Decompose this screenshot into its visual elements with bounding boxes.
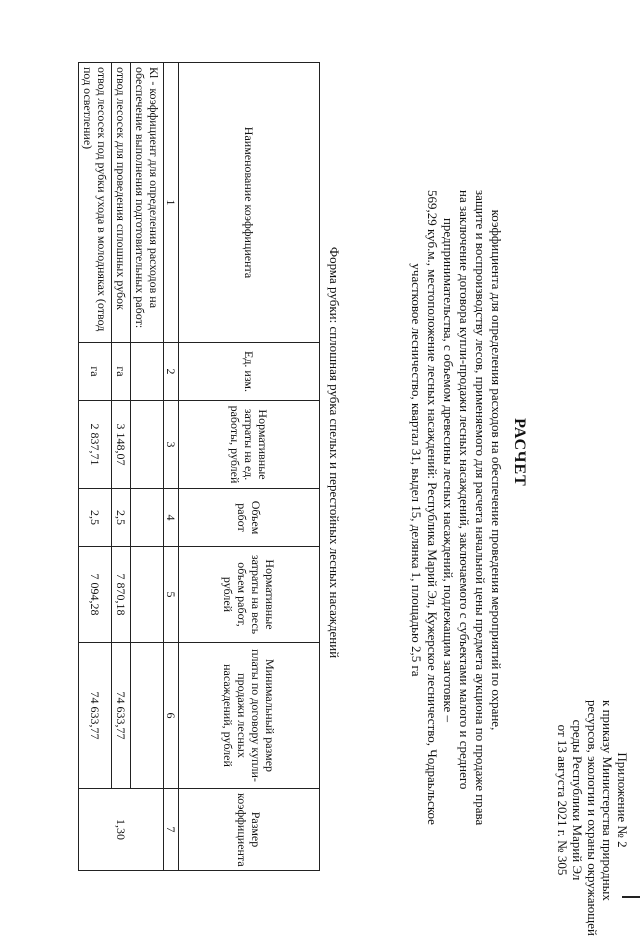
header-total-cost: Нормативные затраты на весь объем работ, рублей bbox=[179, 547, 320, 643]
column-number: 7 bbox=[164, 789, 179, 871]
coefficient-table bbox=[78, 62, 320, 871]
column-number: 4 bbox=[164, 489, 179, 547]
unit-cost-cell: 3 148,07 bbox=[112, 401, 131, 489]
table-header-row bbox=[179, 63, 320, 871]
work-name: отвод лесосек для проведения сплошных рубок bbox=[112, 63, 131, 343]
page-edge-mark bbox=[622, 896, 640, 898]
description-line: 569,29 куб.м., местоположение лесных насаждений: Республика Марий Эл, Кужерское лесничество, Чодраьльское bbox=[425, 190, 440, 825]
calculation-description bbox=[408, 190, 504, 826]
appendix-line: ресурсов, экологии и охраны окружающей bbox=[585, 700, 600, 936]
empty-cell bbox=[131, 547, 164, 643]
document-title: РАСЧЕТ bbox=[511, 418, 528, 487]
empty-cell bbox=[131, 401, 164, 489]
column-number: 5 bbox=[164, 547, 179, 643]
unit-cell: га bbox=[79, 343, 112, 401]
description-line: предпринимательства, с объемом древесины лесных насаждений, подлежащим заготовке – bbox=[441, 217, 456, 723]
min-payment-cell: 74 633,77 bbox=[112, 643, 131, 789]
description-line: коэффициента для определения расходов на обеспечение проведения мероприятий по охране, bbox=[489, 209, 504, 731]
total-cost-cell: 7 870,18 bbox=[112, 547, 131, 643]
empty-cell bbox=[131, 343, 164, 401]
appendix-line: от 13 августа 2021 г. № 305 bbox=[555, 724, 570, 876]
header-unit: Ед. изм. bbox=[179, 343, 320, 401]
column-number: 2 bbox=[164, 343, 179, 401]
work-name: отвод лесосек под рубки ухода в молодняках (отвод под осветление) bbox=[79, 63, 112, 343]
header-min-payment: Минимальный размер платы по договору купли-продажи лесных насаждений, рублей bbox=[179, 643, 320, 789]
header-coefficient-name: Наименование коэффициента bbox=[179, 63, 320, 343]
volume-cell: 2,5 bbox=[79, 489, 112, 547]
appendix-note bbox=[555, 700, 630, 936]
unit-cell: га bbox=[112, 343, 131, 401]
unit-cost-cell: 2 837,71 bbox=[79, 401, 112, 489]
header-volume: Объем работ bbox=[179, 489, 320, 547]
header-coefficient-value: Размер коэффициента bbox=[179, 789, 320, 871]
kl-coefficient-value: 1,30 bbox=[79, 789, 164, 871]
felling-form: Форма рубки: сплошная рубка спелых и перестойных лесных насаждений bbox=[327, 246, 342, 659]
appendix-line: среды Республики Марий Эл bbox=[570, 719, 585, 881]
description-line: на заключение договора купли-продажи лесных насаждений, заключаемого с субъектами малого и среднего bbox=[457, 190, 472, 790]
total-cost-cell: 7 094,28 bbox=[79, 547, 112, 643]
description-line: участковое лесничество, квартал 31, выдел 15, делянка 1, площадью 2,5 га bbox=[409, 263, 424, 677]
empty-cell bbox=[131, 643, 164, 789]
table-row bbox=[79, 63, 112, 871]
table-row bbox=[112, 63, 131, 871]
column-number: 1 bbox=[164, 63, 179, 343]
appendix-line: к приказу Министерства природных bbox=[600, 700, 615, 901]
column-number: 6 bbox=[164, 643, 179, 789]
volume-cell: 2,5 bbox=[112, 489, 131, 547]
min-payment-cell: 74 633,77 bbox=[79, 643, 112, 789]
table-row-kl bbox=[131, 63, 164, 871]
header-unit-cost: Нормативные затраты на ед. работы, рублей bbox=[179, 401, 320, 489]
column-number-row bbox=[164, 63, 179, 871]
empty-cell bbox=[131, 489, 164, 547]
appendix-line: Приложение № 2 bbox=[615, 752, 630, 848]
kl-coefficient-name: Кl - коэффициент для определения расходов на обеспечение выполнения подготовительных работ: bbox=[131, 63, 164, 343]
description-line: защите и воспроизводству лесов, применяемого для расчета начальной цены предмета аукциона по продаже права bbox=[473, 190, 488, 826]
column-number: 3 bbox=[164, 401, 179, 489]
